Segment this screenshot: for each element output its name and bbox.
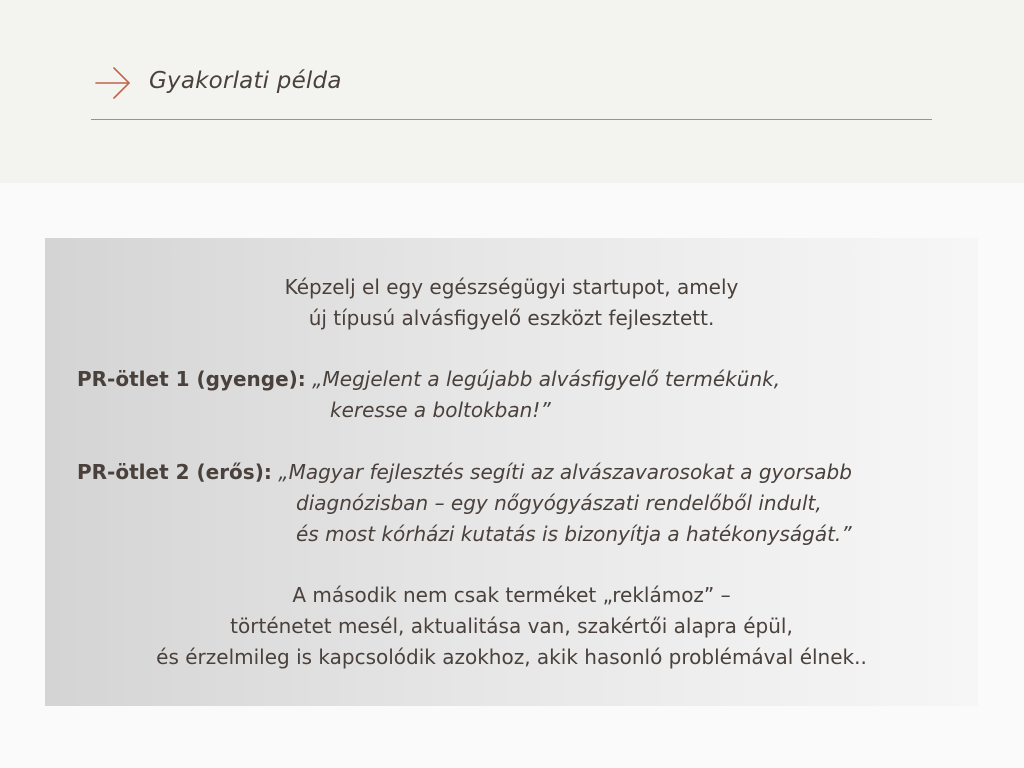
pr-idea-1-quote-line: keresse a boltokban!”: [330, 398, 551, 422]
pr-idea-1-quote-line: „Megjelent a legújabb alvásfigyelő termékünk,: [312, 367, 781, 391]
page-title: Gyakorlati példa: [149, 68, 342, 94]
conclusion-line: történetet mesél, aktualitása van, szakértői alapra épül,: [230, 614, 793, 638]
pr-idea-2-quote-line: és most kórházi kutatás is bizonyítja a hatékonyságát.”: [296, 522, 852, 546]
pr-idea-1-label: PR-ötlet 1 (gyenge):: [77, 367, 306, 391]
conclusion-line: A második nem csak terméket „reklámoz” –: [292, 583, 731, 607]
pr-idea-1: [77, 364, 781, 422]
conclusion-line: és érzelmileg is kapcsolódik azokhoz, akik hasonló problémával élnek..: [156, 645, 867, 669]
pr-idea-2-label: PR-ötlet 2 (erős):: [77, 460, 272, 484]
pr-idea-2: [77, 457, 852, 546]
intro-line: új típusú alvásfigyelő eszközt fejlesztett.: [308, 306, 715, 330]
intro-text: [45, 272, 978, 334]
header-divider: [91, 119, 932, 120]
pr-idea-2-quote-line: „Magyar fejlesztés segíti az alvászavarosokat a gyorsabb: [278, 460, 852, 484]
arrow-right-icon: [94, 66, 132, 100]
intro-line: Képzelj el egy egészségügyi startupot, amely: [284, 275, 739, 299]
conclusion-text: [45, 580, 978, 673]
header-band: [0, 0, 1024, 183]
pr-idea-2-quote-line: diagnózisban – egy nőgyógyászati rendelőből indult,: [296, 491, 822, 515]
example-card: [45, 238, 978, 706]
